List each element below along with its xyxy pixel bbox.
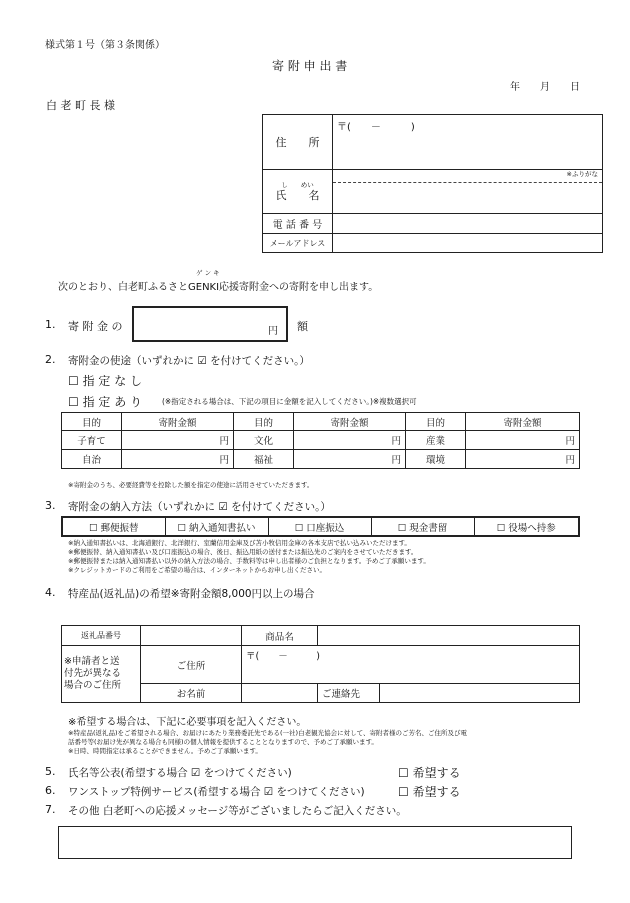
method-payment-slip[interactable]: ☐ 納入通知書払い bbox=[165, 517, 268, 536]
method-bring-to-office[interactable]: ☐ 役場へ持参 bbox=[474, 517, 579, 536]
section6-label: ワンストップ特例サービス(希望する場合 ☑ をつけてください) bbox=[68, 786, 365, 798]
email-field[interactable] bbox=[333, 234, 603, 253]
payment-methods bbox=[61, 516, 580, 537]
item-name-label: 商品名 bbox=[242, 626, 318, 646]
section1-label: 寄 附 金 の bbox=[68, 320, 123, 333]
intro-ruby: ゲ ン キ bbox=[196, 269, 220, 277]
method-registered-mail[interactable]: ☐ 現金書留 bbox=[371, 517, 474, 536]
donation-amount-field[interactable] bbox=[132, 306, 288, 342]
designation-note: (※指定される場合は、下記の項目に金額を記入してください。)※複数選択可 bbox=[162, 397, 417, 406]
section5-label: 氏名等公表(希望する場合 ☑ をつけてください) bbox=[68, 767, 292, 779]
section4-heading: 特産品(返礼品)の希望※寄附金額8,000円以上の場合 bbox=[68, 588, 315, 600]
purpose-cell: 子育て bbox=[62, 431, 122, 450]
delivery-address-label: ご住所 bbox=[141, 646, 242, 684]
form-number: 様式第１号（第３条関係） bbox=[45, 40, 165, 51]
designation-option[interactable]: ☐ 指 定 あ り bbox=[68, 395, 143, 409]
section7-label: その他 白老町への応援メッセージ等がございましたらご記入ください。 bbox=[68, 805, 407, 817]
section7-number: 7. bbox=[45, 803, 56, 816]
address-label: 住 所 bbox=[263, 115, 333, 170]
amount-cell[interactable]: 円 bbox=[466, 431, 580, 450]
section6-number: 6. bbox=[45, 784, 56, 797]
purpose-cell: 産業 bbox=[406, 431, 466, 450]
intro-text: 次のとおり、白老町ふるさとGENKI応援寄附金への寄附を申し出ます。 bbox=[58, 282, 379, 293]
name-ruby: し めい bbox=[281, 181, 314, 189]
amount-cell[interactable]: 円 bbox=[294, 431, 406, 450]
use-note: ※寄附金のうち、必要経費等を控除した額を指定の使途に活用させていただきます。 bbox=[68, 481, 314, 489]
amount-cell[interactable]: 円 bbox=[122, 450, 234, 469]
phone-label: 電 話 番 号 bbox=[263, 214, 333, 234]
phone-field[interactable] bbox=[333, 214, 603, 234]
table-row bbox=[62, 431, 580, 450]
furigana-row: ※ふりがな bbox=[333, 170, 602, 183]
col-amount: 寄附金額 bbox=[466, 413, 580, 431]
method-postal-transfer[interactable]: ☐ 郵便振替 bbox=[62, 517, 165, 536]
payment-note: ※郵便振替または納入通知書払い以外の納入方法の場合、手数料等は申し出者様のご負担となります。予めご了承願います。 bbox=[68, 557, 430, 565]
delivery-name-field[interactable] bbox=[242, 684, 318, 703]
payment-note: ※クレジットカードのご利用をご希望の場合は、インターネットからお申し出ください。 bbox=[68, 566, 327, 574]
section3-number: 3. bbox=[45, 499, 56, 512]
purpose-cell: 文化 bbox=[234, 431, 294, 450]
publish-name-option[interactable]: ☐ 希望する bbox=[398, 766, 461, 780]
section2-heading: 寄附金の使途（いずれかに ☑ を付けてください。） bbox=[68, 355, 310, 367]
postal-prefix: 〒( － ) bbox=[246, 651, 320, 662]
delivery-name-label: お名前 bbox=[141, 684, 242, 703]
delivery-note-line: 場合のご住所 bbox=[64, 680, 122, 691]
applicant-table bbox=[262, 114, 603, 253]
use-table bbox=[61, 412, 580, 469]
item-number-label: 返礼品番号 bbox=[62, 626, 141, 646]
item-name-field[interactable] bbox=[318, 626, 580, 646]
gift-note: ※日時、時間指定は承ることができません。予めご了承願います。 bbox=[68, 747, 262, 755]
email-label: メールアドレス bbox=[263, 234, 333, 253]
payment-note: ※納入通知書払いは、北海道銀行、北洋銀行、室蘭信用金庫及び苫小牧信用金庫の各本支店で払い込みいただけます。 bbox=[68, 539, 411, 547]
gift-note: 話番号等(お届け先が異なる場合も同様)の個人情報を提供することとなりますので、予めご了承願います。 bbox=[68, 738, 378, 746]
col-amount: 寄附金額 bbox=[294, 413, 406, 431]
section4-number: 4. bbox=[45, 586, 56, 599]
amount-cell[interactable]: 円 bbox=[466, 450, 580, 469]
section1-number: 1. bbox=[45, 318, 56, 331]
amount-cell[interactable]: 円 bbox=[294, 450, 406, 469]
section2-number: 2. bbox=[45, 353, 56, 366]
name-field[interactable] bbox=[333, 170, 603, 214]
gift-instruction: ※希望する場合は、下記に必要事項を記入ください。 bbox=[68, 717, 307, 728]
purpose-cell: 福祉 bbox=[234, 450, 294, 469]
amount-cell[interactable]: 円 bbox=[122, 431, 234, 450]
section1-suffix: 額 bbox=[297, 320, 308, 333]
name-label bbox=[263, 170, 333, 214]
delivery-note bbox=[62, 646, 141, 703]
delivery-address-field[interactable] bbox=[242, 646, 580, 684]
delivery-note-line: ※申請者と送 bbox=[64, 656, 120, 667]
purpose-cell: 環境 bbox=[406, 450, 466, 469]
table-row bbox=[62, 450, 580, 469]
item-number-field[interactable] bbox=[141, 626, 242, 646]
section3-heading: 寄附金の納入方法（いずれかに ☑ を付けてください。） bbox=[68, 501, 331, 513]
col-purpose: 目的 bbox=[62, 413, 122, 431]
date-field[interactable]: 年 月 日 bbox=[510, 82, 580, 93]
section5-number: 5. bbox=[45, 765, 56, 778]
purpose-cell: 自治 bbox=[62, 450, 122, 469]
method-bank-transfer[interactable]: ☐ 口座振込 bbox=[268, 517, 371, 536]
gift-note: ※特産品(返礼品)をご希望される場合、お届けにあたり業務委託先である(一社)白老観光協会に対して、寄附者様のご芳名、ご住所及び電 bbox=[68, 729, 467, 737]
addressee: 白 老 町 長 様 bbox=[46, 99, 115, 112]
contact-row bbox=[318, 684, 580, 703]
postal-prefix: 〒( － ) bbox=[337, 122, 415, 133]
col-purpose: 目的 bbox=[406, 413, 466, 431]
address-field[interactable] bbox=[333, 115, 603, 170]
page-title: 寄 附 申 出 書 bbox=[272, 59, 348, 73]
no-designation-option[interactable]: ☐ 指 定 な し bbox=[68, 374, 143, 388]
gift-table bbox=[61, 625, 580, 703]
delivery-note-line: 付先が異なる bbox=[64, 668, 122, 679]
one-stop-option[interactable]: ☐ 希望する bbox=[398, 785, 461, 799]
payment-note: ※郵便振替、納入通知書払い及び口座振込の場合、後日、振込用紙の送付または振込先のご案内をさせていただきます。 bbox=[68, 548, 418, 556]
amount-unit: 円 bbox=[268, 326, 278, 337]
contact-label: ご連絡先 bbox=[318, 684, 380, 702]
message-field[interactable] bbox=[58, 826, 572, 859]
col-purpose: 目的 bbox=[234, 413, 294, 431]
col-amount: 寄附金額 bbox=[122, 413, 234, 431]
name-label-text: 氏 名 bbox=[275, 189, 320, 202]
